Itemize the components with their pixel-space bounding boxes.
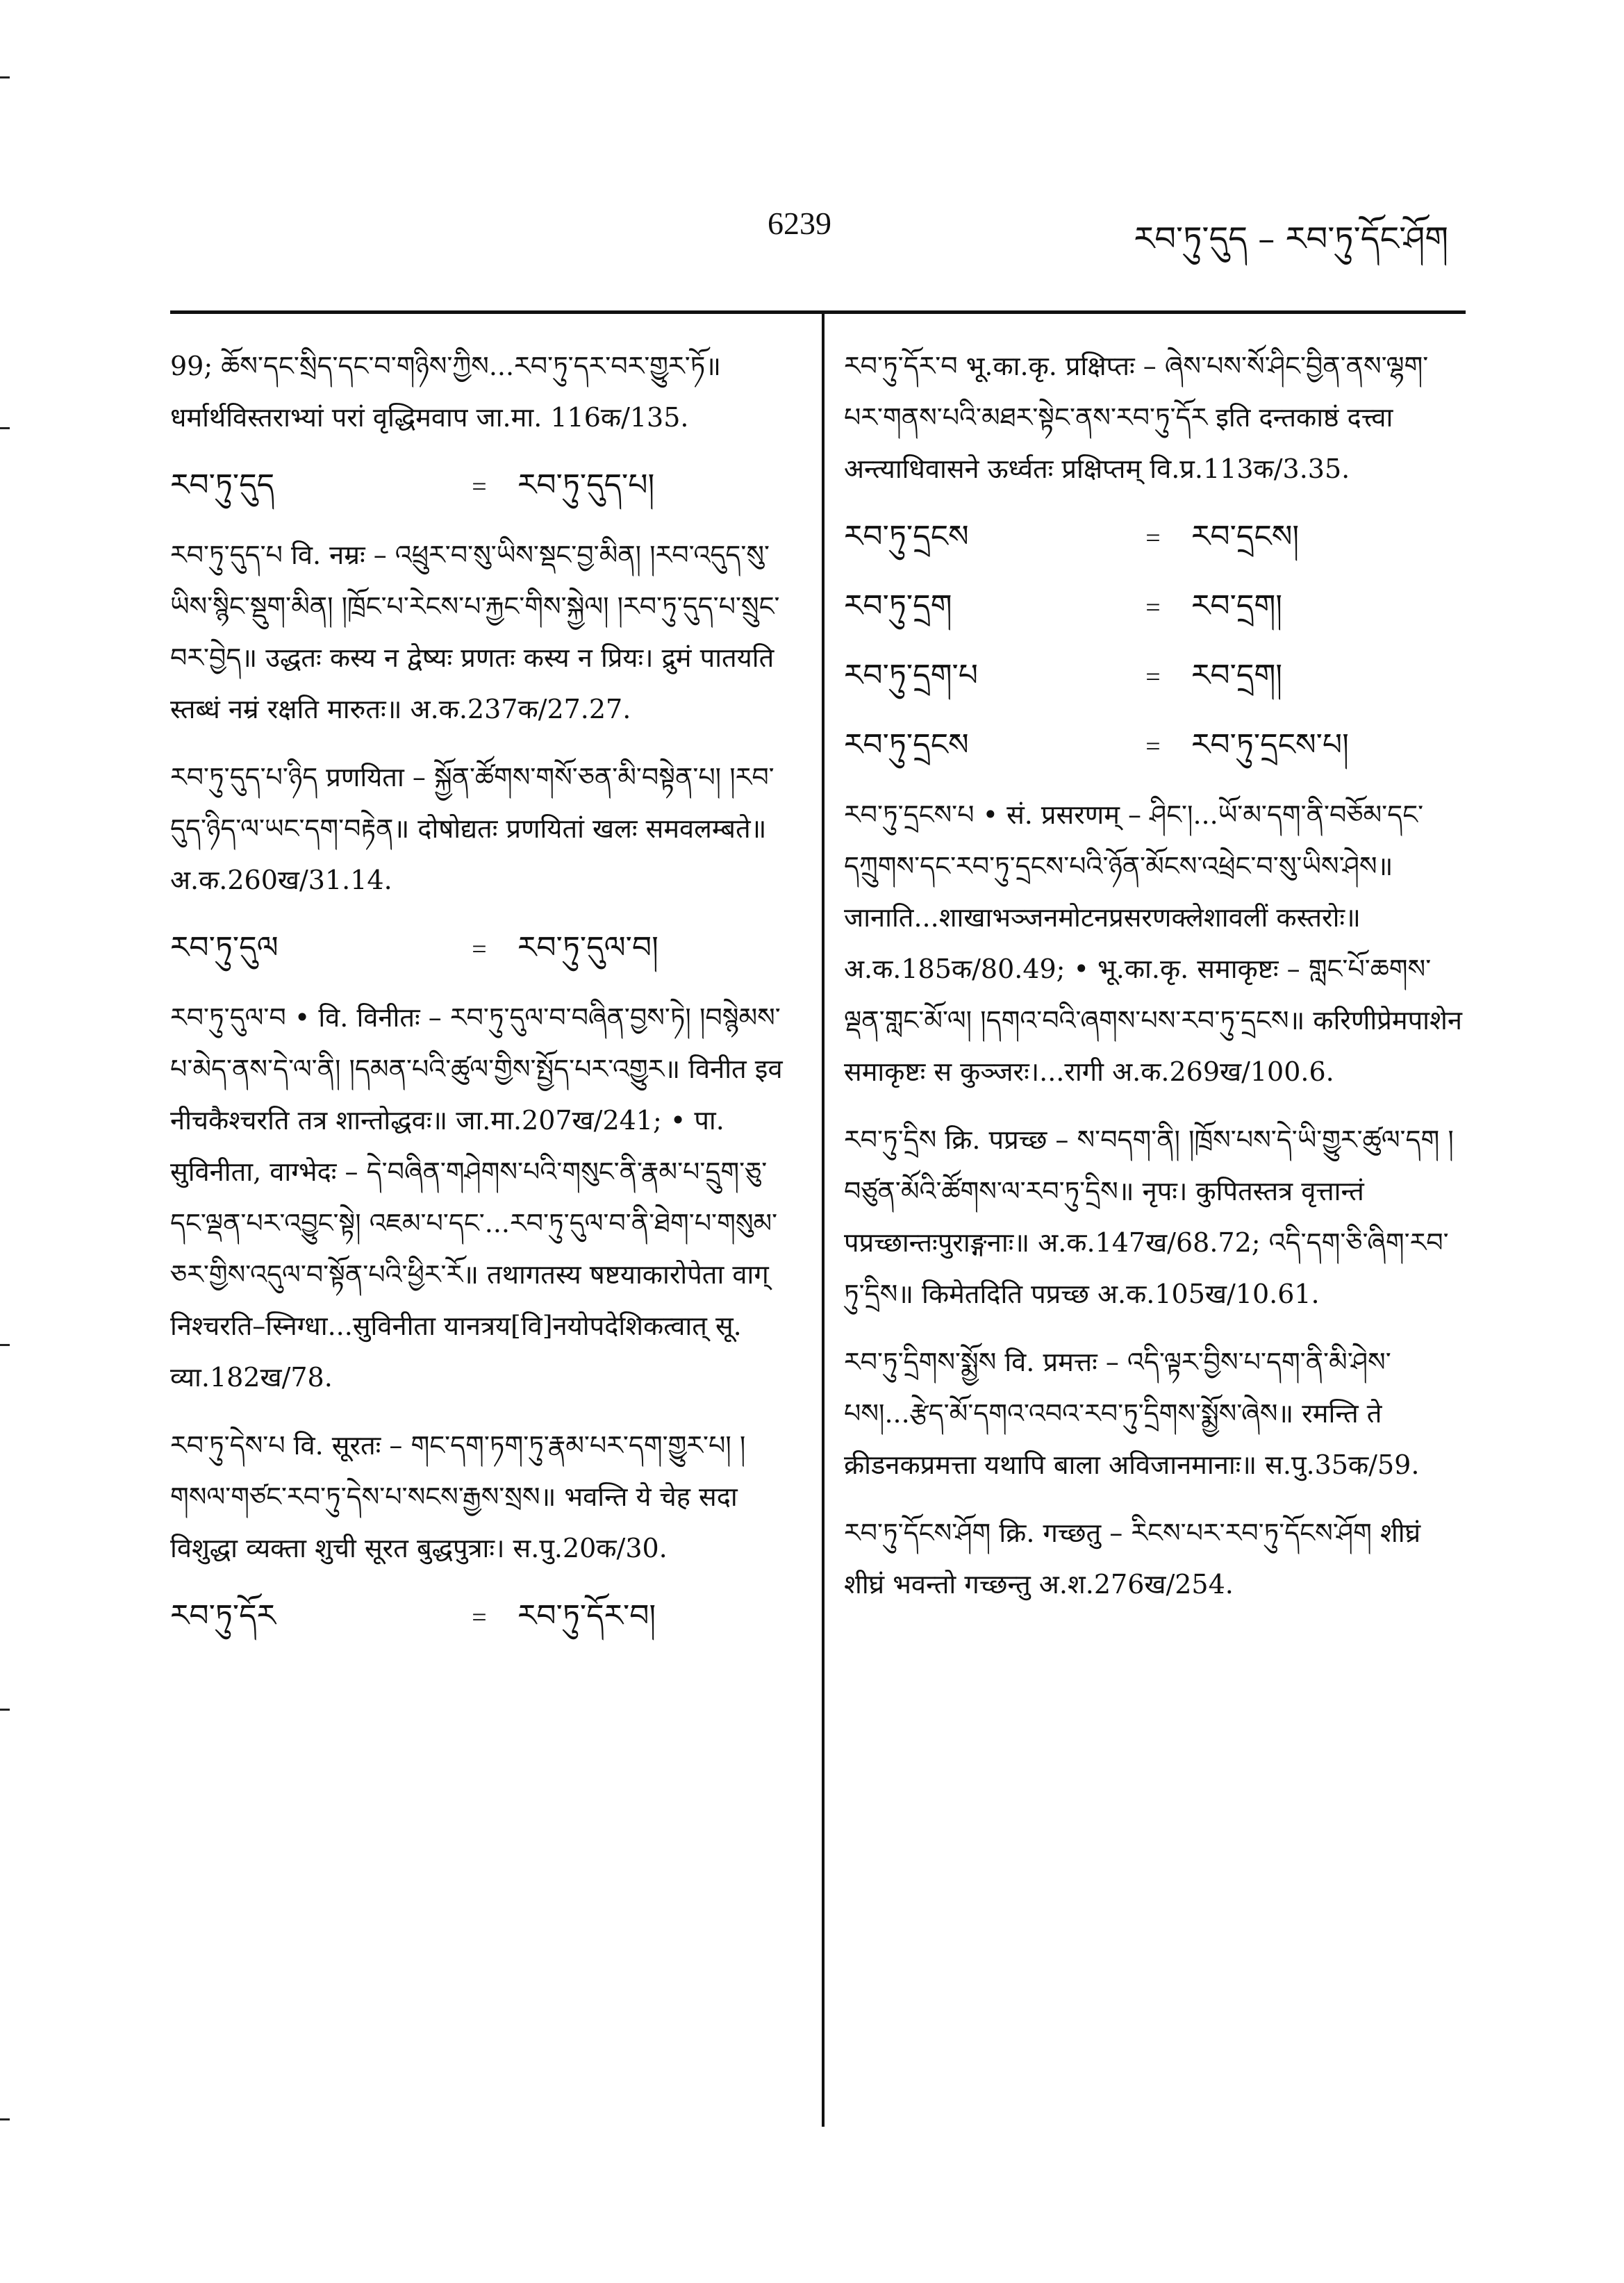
reference-target: རབ་དྲག།: [1191, 588, 1283, 624]
equals-sign: =: [1145, 593, 1161, 622]
dictionary-entry: [844, 1114, 1466, 1320]
equals-sign: =: [472, 472, 487, 501]
left-column: [170, 340, 795, 1660]
dictionary-entry: [844, 340, 1466, 495]
dictionary-entry: [844, 1507, 1466, 1610]
reference-target: རབ་ཏུ་དུད་པ།: [517, 467, 655, 503]
entry-text: རབ་ཏུ་དྲངས་པ • सं. प्रसरणम् – ཤིང་།...ཡོ་མ་དག་ནི་བཅོམ་དང་དཀྲུགས་དང་རབ་ཏུ་དྲངས་པའི་ཉོན་མོངས་འཕྲེང་བ་སུ་ཡིས་ཤེས॥ जानाति...शाखाभञ्जनमोटनप्रसरणक्लेशावलीं कस्तरोः॥ अ.क.185क/80.49; • भू.का.कृ. समाकृष्टः – གླང་པོ་ཆགས་ལྡན་གླང་མོ་ལ། །དགའ་བའི་ཞགས་པས་རབ་ཏུ་དྲངས॥ करिणीप्रेमपाशेन समाकृष्टः स कुञ्जरः।...रागी अ.क.269ख/100.6.: [844, 799, 1462, 1087]
entry-text: རབ་ཏུ་དུད་པ वि. नम्रः – འཕྲུར་བ་སུ་ཡིས་སྡང་བྱ་མིན། །རབ་འདུད་སུ་ཡིས་སྙིང་སྡུག་མིན། །ཁྲོང་པ་རེངས་པ་རྐྱང་གིས་སྐྱེལ། །རབ་ཏུ་དུད་པ་སྲུང་བར་བྱེད॥ उद्धतः कस्य न द्वेष्यः प्रणतः कस्य न प्रियः। द्रुमं पातयति स्तब्धं नम्रं रक्षति मारुतः॥ अ.क.237क/27.27.: [170, 540, 780, 724]
cross-reference: [170, 922, 795, 975]
cross-reference: [844, 581, 1466, 633]
dictionary-entry: [844, 789, 1466, 1097]
entry-text: རབ་ཏུ་དེས་པ वि. सूरतः – གང་དག་ཏག་ཏུ་རྣམ་པར་དག་གྱུར་པ། །གསལ་གཙང་རབ་ཏུ་དེས་པ་སངས་རྒྱས་སྲས॥ भवन्ति ये चेह सदा विशुद्धा व्यक्ता शुची सूरत बुद्धपुत्राः। स.पु.20क/30.: [170, 1430, 746, 1563]
margin-tick: [0, 76, 10, 78]
cross-reference: [170, 460, 795, 513]
headword: རབ་ཏུ་དྲངས: [844, 519, 969, 554]
entry-text: རབ་ཏུ་དྲིས क्रि. पप्रच्छ – ས་བདག་ནི། །ཁྲོས་པས་དེ་ཡི་གྱུར་ཚུལ་དག །བཙུན་མོའི་ཚོགས་ལ་རབ་ཏུ་དྲིས॥ नृपः। कुपितस्तत्र वृत्तान्तं पप्रच्छान्तःपुराङ्गनाः॥ अ.क.147ख/68.72; འདི་དག་ཅི་ཞིག་རབ་ཏུ་དྲིས॥ किमेतदिति पप्रच्छ अ.क.105ख/10.61.: [844, 1124, 1454, 1309]
column-divider: [822, 310, 825, 2127]
dictionary-entry: [170, 340, 795, 443]
margin-tick: [0, 1344, 10, 1346]
equals-sign: =: [472, 1603, 487, 1632]
right-column: [844, 340, 1466, 1627]
dictionary-entry: [170, 1420, 795, 1574]
running-head: རབ་ཏུ་དུད – རབ་ཏུ་དོང་ཤོག: [1134, 219, 1448, 258]
headword: རབ་ཏུ་དོར: [170, 1598, 276, 1634]
margin-tick: [0, 2118, 10, 2120]
equals-sign: =: [1145, 524, 1161, 553]
entry-text: རབ་ཏུ་དོར་བ भू.का.कृ. प्रक्षिप्तः – ཞེས་པས་སོ་ཤིང་བྱིན་ནས་ལྷག་པར་གནས་པའི་མཐར་སྟེང་ནས་རབ་ཏུ་དོར इति दन्तकाष्ठं दत्त्वा अन्त्याधिवासने ऊर्ध्वतः प्रक्षिप्तम् वि.प्र.113क/3.35.: [844, 351, 1429, 484]
headword: རབ་ཏུ་དྲག: [844, 588, 952, 624]
reference-target: རབ་དྲག།: [1191, 658, 1283, 693]
margin-tick: [0, 1709, 10, 1711]
headword: རབ་ཏུ་དྲངས: [844, 727, 969, 763]
reference-target: རབ་དྲངས།: [1191, 519, 1300, 554]
dictionary-entry: [170, 752, 795, 906]
equals-sign: =: [1145, 732, 1161, 761]
reference-target: རབ་ཏུ་དོར་བ།: [517, 1598, 656, 1634]
cross-reference: [170, 1591, 795, 1643]
equals-sign: =: [1145, 663, 1161, 692]
entry-text: 99; ཆོས་དང་སྲིད་དང་བ་གཉིས་ཀྱིས...རབ་ཏུ་དར་བར་གྱུར་ཏོ॥ धर्मार्थविस्तराभ्यां परां वृद्धिमवाप जा.मा. 116क/135.: [170, 351, 722, 433]
cross-reference: [844, 511, 1466, 564]
entry-text: རབ་ཏུ་དྲིགས་སྨྱོས वि. प्रमत्तः – འདི་ལྟར་བྱིས་པ་དག་ནི་མི་ཤེས་པས།...རྩེད་མོ་དགའ་འབའ་རབ་ཏུ་དྲིགས་སྨྱོས་ཞེས॥ रमन्ति ते क्रीडनकप्रमत्ता यथापि बाला अविजानमानाः॥ स.पु.35क/59.: [844, 1347, 1420, 1480]
cross-reference: [844, 720, 1466, 772]
reference-target: རབ་ཏུ་དུལ་བ།: [517, 930, 658, 965]
equals-sign: =: [472, 935, 487, 964]
headword: རབ་ཏུ་དུད: [170, 467, 275, 503]
entry-text: རབ་ཏུ་དོངས་ཤོག क्रि. गच्छतु – རིངས་པར་རབ་ཏུ་དོངས་ཤོག शीघ्रं शीघ्रं भवन्तो गच्छन्तु अ.श.276ख/254.: [844, 1518, 1421, 1600]
dictionary-entry: [170, 529, 795, 735]
entry-text: རབ་ཏུ་དུལ་བ • वि. विनीतः – རབ་ཏུ་དུལ་བ་བཞིན་བྱས་ཏེ། །བསྙེམས་པ་མེད་ནས་དེ་ལ་ནི། །དམན་པའི་ཚུལ་གྱིས་སྤྱོད་པར་འགྱུར॥ विनीत इव नीचकैश्चरति तत्र शान्तोद्धवः॥ जा.मा.207ख/241; • पा. सुविनीता, वाग्भेदः – དེ་བཞིན་གཤེགས་པའི་གསུང་ནི་རྣམ་པ་དྲུག་ཅུ་དང་ལྡན་པར་འབྱུང་སྟེ། འཇམ་པ་དང་...རབ་ཏུ་དུལ་བ་ནི་ཐེག་པ་གསུམ་ཅར་གྱིས་འདུལ་བ་སྟོན་པའི་ཕྱིར་རོ॥ तथागतस्य षष्टयाकारोपेता वाग् निश्चरति–स्निग्धा...सुविनीता यानत्रय[वि]नयोपदेशिकत्वात् सू. व्या.182ख/78.: [170, 1002, 783, 1393]
dictionary-entry: [170, 992, 795, 1403]
reference-target: རབ་ཏུ་དྲངས་པ།: [1191, 727, 1349, 763]
headword: རབ་ཏུ་དུལ: [170, 930, 279, 965]
page-number: 6239: [768, 206, 831, 241]
dictionary-entry: [844, 1336, 1466, 1491]
entry-text: རབ་ཏུ་དུད་པ་ཉིད प्रणयिता – སྐྱོན་ཚོགས་གསོ་ཅན་མི་བསྟེན་པ། །རབ་དུད་ཉིད་ལ་ཡང་དག་བརྟེན॥ दोषोद्यतः प्रणयितां खलः समवलम्बते॥ अ.क.260ख/31.14.: [170, 762, 774, 895]
top-rule: [170, 310, 1466, 314]
cross-reference: [844, 650, 1466, 703]
headword: རབ་ཏུ་དྲག་པ: [844, 658, 978, 693]
margin-tick: [0, 427, 10, 429]
